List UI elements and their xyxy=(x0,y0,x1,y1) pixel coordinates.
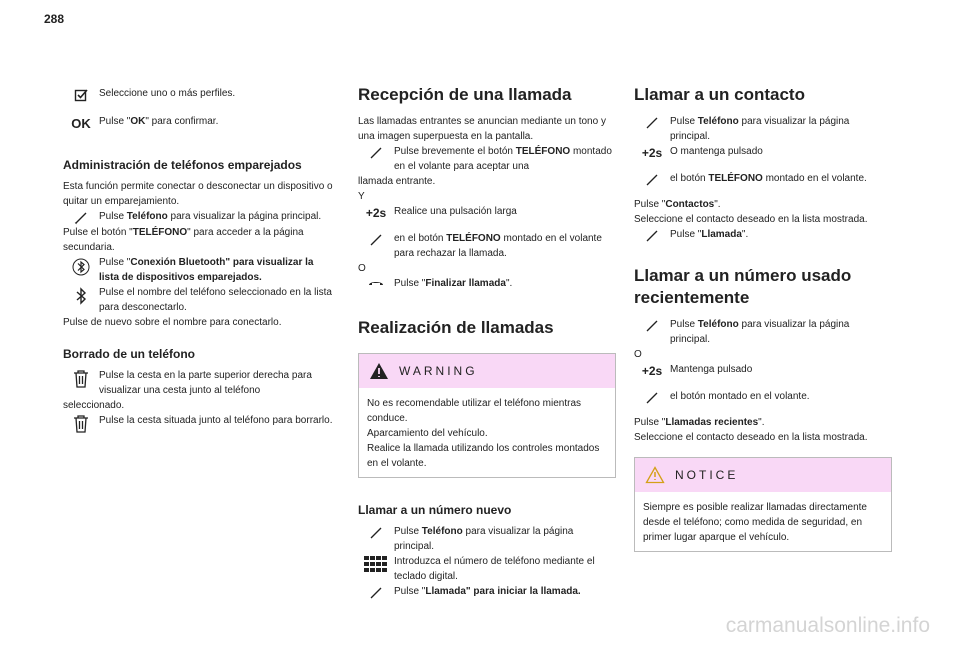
warning-label: WARNING xyxy=(399,363,478,378)
receive-intro: Las llamadas entrantes se anuncian mediante un tono y una imagen superpuesta en la pantalla. xyxy=(358,116,606,142)
recent-button-row: el botón montado en el volante. xyxy=(634,389,892,405)
brief-press-row: Pulse brevemente el botón TELÉFONO montado en el volante para aceptar una xyxy=(358,144,616,174)
column-2 xyxy=(358,78,616,600)
and-text: Y xyxy=(358,191,365,202)
notice-label: NOTICE xyxy=(675,467,739,482)
heading-delete-phone: Borrado de un teléfono xyxy=(63,347,195,361)
delete-row-2: Pulse la cesta situada junto al teléfono para borrarlo. xyxy=(63,413,335,433)
bluetooth-name-row: Pulse el nombre del teléfono seleccionado en la lista para desconectarlo. xyxy=(63,285,335,315)
column-1 xyxy=(63,78,335,433)
pen-icon xyxy=(634,171,670,187)
warning-text-2: Aparcamiento del vehículo. xyxy=(367,428,488,439)
notice-icon xyxy=(635,466,675,484)
trash-icon xyxy=(63,368,99,388)
ok-row: OK Pulse "OK" para confirmar. xyxy=(71,116,219,131)
recent-text: Pulse "Llamadas recientes". xyxy=(634,417,765,428)
select-profiles-text: Seleccione uno o más perfiles. xyxy=(99,88,236,99)
bluetooth-again: Pulse de nuevo sobre el nombre para conectarlo. xyxy=(63,317,282,328)
pen-icon xyxy=(358,584,394,600)
contact-phone-row: Pulse Teléfono para visualizar la página principal. xyxy=(634,114,892,144)
new-call-row: Pulse "Llamada" para iniciar la llamada. xyxy=(358,584,616,600)
warning-header xyxy=(359,354,615,388)
notice-header xyxy=(635,458,891,492)
warning-text: No es recomendable utilizar el teléfono mientras conduce. xyxy=(367,398,581,424)
brief-cont: llamada entrante. xyxy=(358,176,436,187)
delete-row-1: Pulse la cesta en la parte superior derecha para visualizar una cesta junto al teléfono xyxy=(63,368,335,398)
pen-icon xyxy=(634,317,670,333)
reject-row: en el botón TELÉFONO montado en el volante para rechazar la llamada. xyxy=(358,231,616,261)
paired-intro: Esta función permite conectar o desconectar un dispositivo o quitar un emparejamiento. xyxy=(63,181,333,207)
pen-icon xyxy=(358,524,394,540)
pen-icon xyxy=(634,114,670,130)
heading-making-calls: Realización de llamadas xyxy=(358,318,554,337)
pen-icon xyxy=(634,389,670,405)
ok-icon: OK xyxy=(71,116,91,131)
pen-icon xyxy=(358,144,394,160)
checkbox-icon xyxy=(63,86,99,102)
long-press-row: +2s Realice una pulsación larga xyxy=(358,204,616,221)
phone-row: Pulse Teléfono para visualizar la página principal. xyxy=(63,209,335,225)
contact-button-row: el botón TELÉFONO montado en el volante. xyxy=(634,171,892,187)
heading-paired-phones: Administración de teléfonos emparejados xyxy=(63,158,302,172)
pen-icon xyxy=(358,231,394,247)
pen-icon xyxy=(63,209,99,225)
keypad-icon xyxy=(358,554,394,572)
bluetooth-row: Pulse "Conexión Bluetooth" para visualizar la lista de dispositivos emparejados. xyxy=(63,255,335,285)
heading-recent-number: Llamar a un número usado recientemente xyxy=(634,266,852,307)
recent-hold-row: +2s Mantenga pulsado xyxy=(634,362,892,379)
phone-button-text: Pulse el botón "TELÉFONO" para acceder a la página secundaria. xyxy=(63,227,304,253)
recent-select: Seleccione el contacto deseado en la lista mostrada. xyxy=(634,432,868,443)
bluetooth-connection-icon xyxy=(63,255,99,277)
long-press-icon: +2s xyxy=(641,146,663,160)
long-press-icon: +2s xyxy=(365,206,387,220)
contacts-text: Pulse "Contactos". xyxy=(634,199,721,210)
keypad-row: Introduzca el número de teléfono mediante el teclado digital. xyxy=(358,554,616,584)
select-profiles-row xyxy=(63,86,335,102)
hang-up-icon xyxy=(358,276,394,288)
heading-new-number: Llamar a un número nuevo xyxy=(358,503,512,517)
warning-text-3: Realice la llamada utilizando los controles montados en el volante. xyxy=(367,443,600,469)
contacts-select: Seleccione el contacto deseado en la lista mostrada. xyxy=(634,214,868,225)
ok-label: OK xyxy=(130,116,146,127)
new-phone-row: Pulse Teléfono para visualizar la página principal. xyxy=(358,524,616,554)
delete-cont: seleccionado. xyxy=(63,400,125,411)
contact-hold-row: +2s O mantenga pulsado xyxy=(634,144,892,161)
heading-receive-call: Recepción de una llamada xyxy=(358,85,572,104)
bluetooth-icon xyxy=(63,285,99,305)
call-row: Pulse "Llamada". xyxy=(634,227,892,243)
long-press-icon: +2s xyxy=(641,364,663,378)
warning-box xyxy=(358,353,616,478)
notice-box xyxy=(634,457,892,552)
notice-text: Siempre es posible realizar llamadas directamente desde el teléfono; como medida de seguridad, en primer lugar aparque el vehículo. xyxy=(643,502,867,543)
or-text: O xyxy=(358,263,366,274)
warning-icon xyxy=(359,362,399,380)
page-number: 288 xyxy=(44,12,65,26)
hangup-row: Pulse "Finalizar llamada". xyxy=(358,276,616,291)
footer-watermark: carmanualsonline.info xyxy=(725,614,930,637)
or-text: O xyxy=(634,349,642,360)
column-3 xyxy=(634,78,892,552)
trash-icon xyxy=(63,413,99,433)
recent-phone-row: Pulse Teléfono para visualizar la página principal. xyxy=(634,317,892,347)
pen-icon xyxy=(634,227,670,243)
heading-call-contact: Llamar a un contacto xyxy=(634,85,805,104)
